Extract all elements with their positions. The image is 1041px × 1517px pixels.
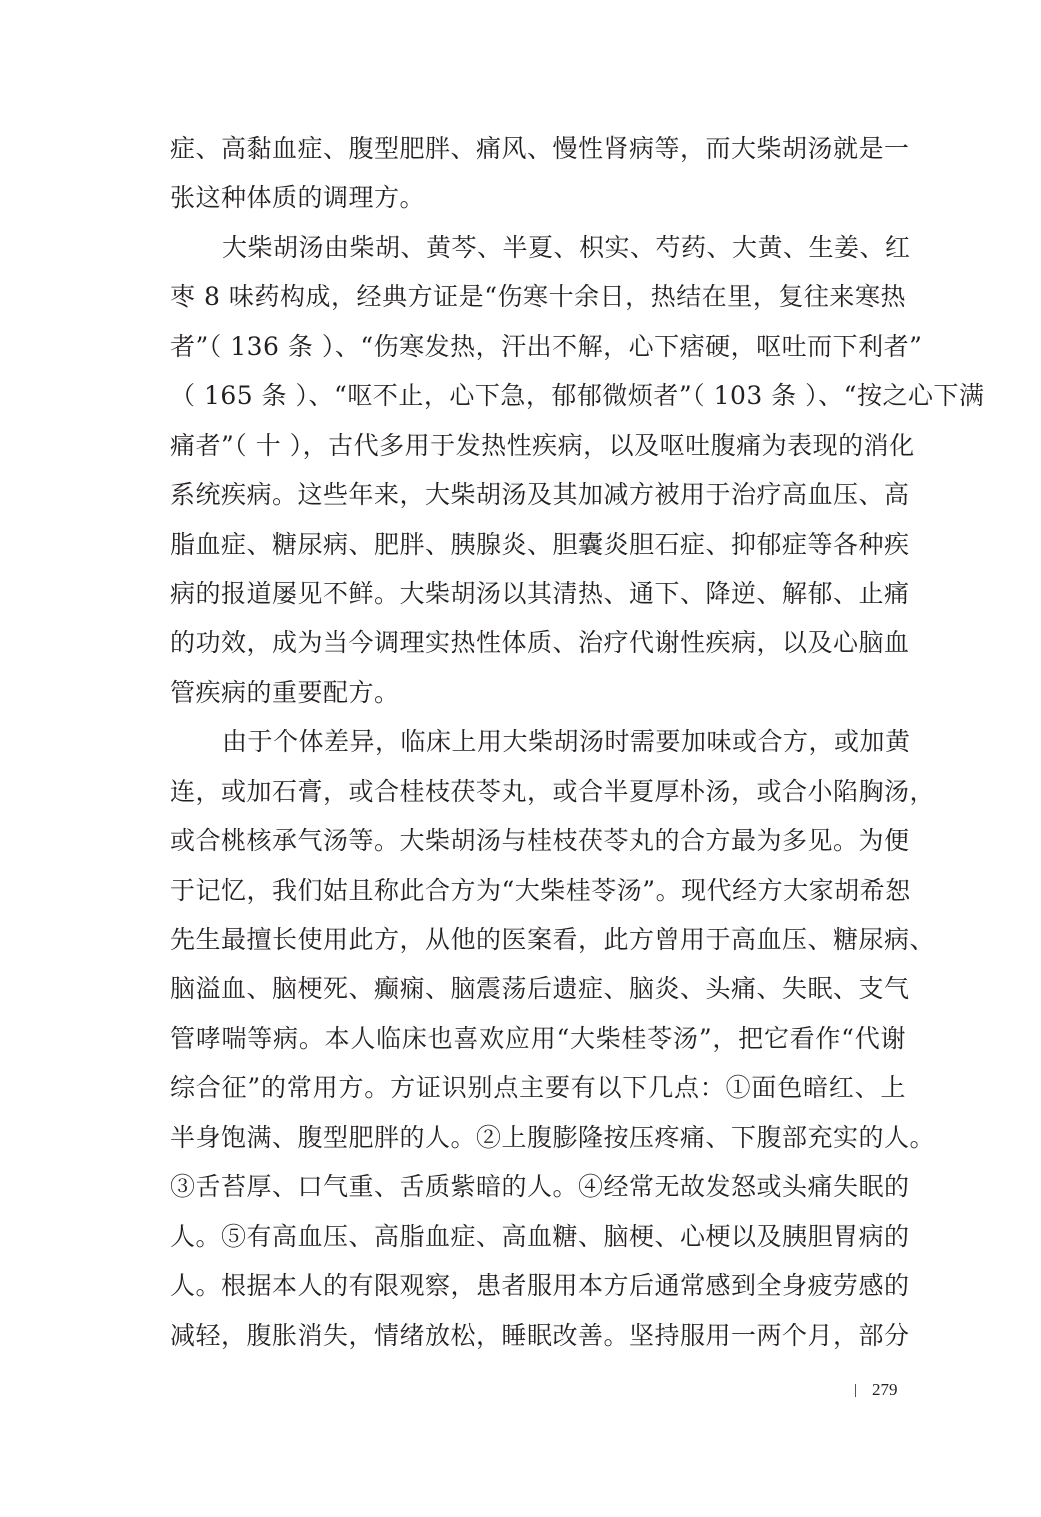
text-line: 管疾病的重要配方。 (170, 677, 400, 707)
page-body (170, 124, 985, 1360)
text-line: 综合征”的常用方。方证识别点主要有以下几点：①面色暗红、上 (170, 1073, 906, 1103)
page-number: 279 (872, 1380, 898, 1399)
text-line: ③舌苔厚、口气重、舌质紫暗的人。④经常无故发怒或头痛失眠的 (170, 1172, 910, 1202)
text-line: 系统疾病。这些年来，大柴胡汤及其加减方被用于治疗高血压、高 (170, 480, 910, 510)
text-line: 大柴胡汤由柴胡、黄芩、半夏、枳实、芍药、大黄、生姜、红 (222, 232, 911, 262)
text-line: 连，或加石膏，或合桂枝茯苓丸，或合半夏厚朴汤，或合小陷胸汤， (170, 776, 936, 806)
text-line: 脂血症、糖尿病、肥胖、胰腺炎、胆囊炎胆石症、抑郁症等各种疾 (170, 529, 910, 559)
text-line: 病的报道屡见不鲜。大柴胡汤以其清热、通下、降逆、解郁、止痛 (170, 578, 910, 608)
text-line: 枣 8 味药构成，经典方证是“伤寒十余日，热结在里，复往来寒热 (170, 282, 906, 312)
text-line: 先生最擅长使用此方，从他的医案看，此方曾用于高血压、糖尿病、 (170, 925, 936, 954)
text-line: 张这种体质的调理方。 (170, 183, 426, 213)
text-line: 人。⑤有高血压、高脂血症、高血糖、脑梗、心梗以及胰胆胃病的 (170, 1221, 910, 1251)
paragraph (170, 124, 910, 223)
text-line: （ 165 条 ）、“呕不止，心下急，郁郁微烦者”（ 103 条 ）、“按之心下满 (170, 381, 985, 411)
text-line: 症、高黏血症、腹型肥胖、痛风、慢性肾病等，而大柴胡汤就是一 (170, 134, 910, 163)
text-line: 于记忆，我们姑且称此合方为“大柴桂苓汤”。现代经方大家胡希恕 (170, 875, 911, 905)
paragraph (170, 223, 985, 717)
text-line: 或合桃核承气汤等。大柴胡汤与桂枝茯苓丸的合方最为多见。为便 (170, 826, 910, 856)
text-line: 脑溢血、脑梗死、癫痫、脑震荡后遗症、脑炎、头痛、失眠、支气 (170, 974, 910, 1004)
text-line: 管哮喘等病。本人临床也喜欢应用“大柴桂苓汤”，把它看作“代谢 (170, 1023, 906, 1053)
text-line: 由于个体差异，临床上用大柴胡汤时需要加味或合方，或加黄 (222, 727, 911, 757)
footer-divider (855, 1384, 856, 1397)
text-line: 痛者”（ 十 ），古代多用于发热性疾病，以及呕吐腹痛为表现的消化 (170, 430, 915, 460)
text-line: 者”（ 136 条 ）、“伤寒发热，汗出不解，心下痞硬，呕吐而下利者” (170, 331, 923, 361)
paragraph (170, 717, 936, 1360)
text-line: 半身饱满、腹型肥胖的人。②上腹膨隆按压疼痛、下腹部充实的人。 (170, 1122, 936, 1152)
text-line: 的功效，成为当今调理实热性体质、治疗代谢性疾病，以及心脑血 (170, 628, 910, 658)
text-line: 人。根据本人的有限观察，患者服用本方后通常感到全身疲劳感的 (170, 1271, 910, 1301)
page-footer (855, 1377, 898, 1403)
text-line: 减轻，腹胀消失，情绪放松，睡眠改善。坚持服用一两个月，部分 (170, 1320, 910, 1350)
